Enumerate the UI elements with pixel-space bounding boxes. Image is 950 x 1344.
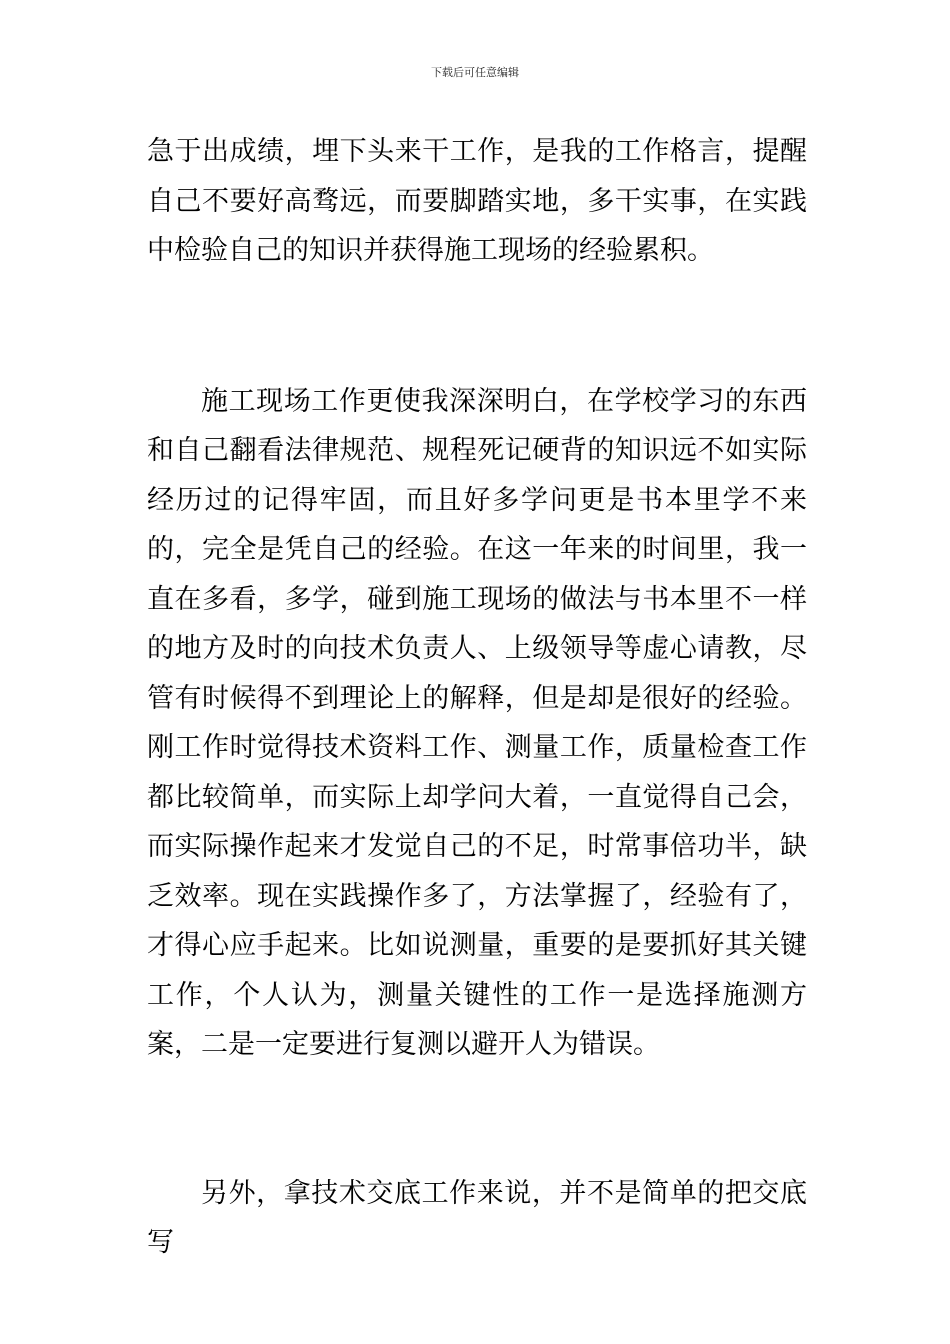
paragraph-3: 另外，拿技术交底工作来说，并不是简单的把交底写 [147,1177,807,1258]
page-header: 下载后可任意编辑 [431,66,519,79]
document-body [147,127,807,1268]
paragraph-2: 施工现场工作更使我深深明白，在学校学习的东西和自己翻看法律规范、规程死记硬背的知识远不如实际经历过的记得牢固，而且好多学问更是书本里学不来的，完全是凭自己的经验。在这一年来的时间里，我一直在多看，多学，碰到施工现场的做法与书本里不一样的地方及时的向技术负责人、上级领导等虚心请教，尽管有时候得不到理论上的解释，但是却是很好的经验。刚工作时觉得技术资料工作、测量工作，质量检查工作都比较简单，而实际上却学问大着，一直觉得自己会，而实际操作起来才发觉自己的不足，时常事倍功半，缺乏效率。现在实践操作多了，方法掌握了，经验有了，才得心应手起来。比如说测量，重要的是要抓好其关键工作，个人认为，测量关键性的工作一是选择施测方案，二是一定要进行复测以避开人为错误。 [147,385,807,1060]
paragraph-1: 急于出成绩，埋下头来干工作，是我的工作格言，提醒自己不要好高骛远，而要脚踏实地，多干实事，在实践中检验自己的知识并获得施工现场的经验累积。 [147,136,807,266]
